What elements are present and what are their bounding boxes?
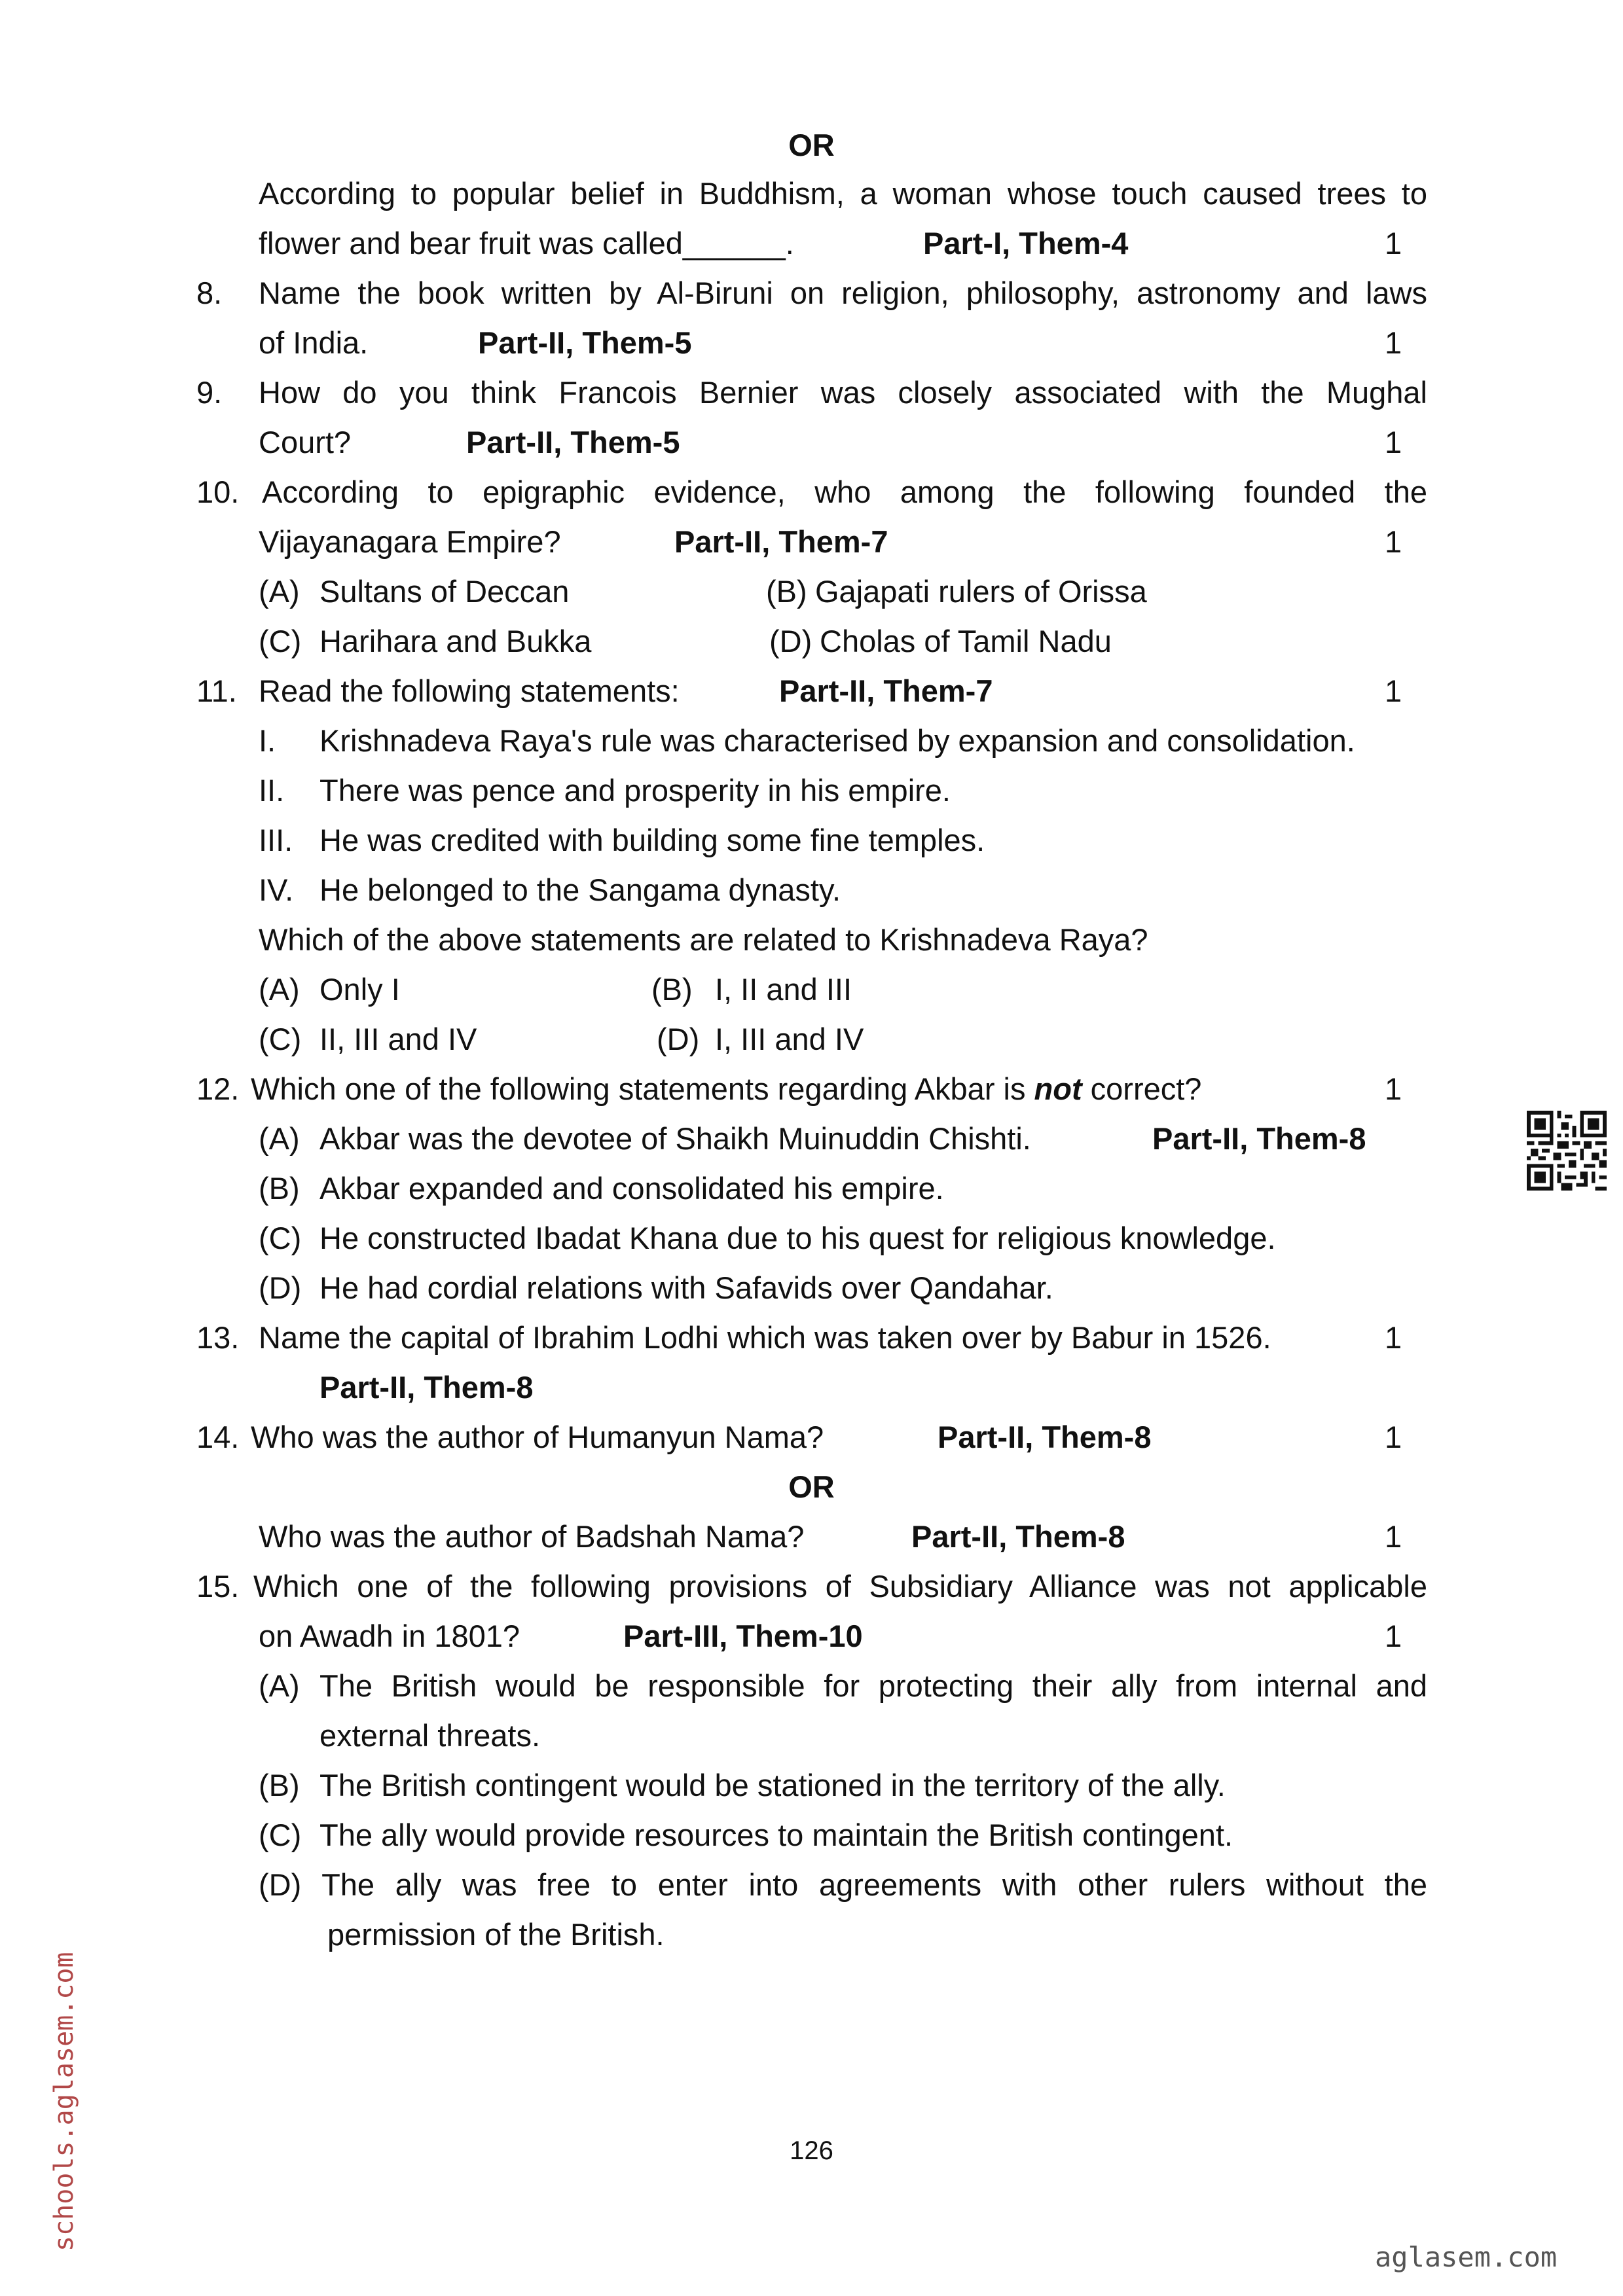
q10-option-text: Cholas of Tamil Nadu [820, 624, 1112, 658]
q8-number: 8. [196, 276, 223, 310]
q11-statement-text: There was pence and prosperity in his empire. [319, 773, 951, 808]
q11-statement-text: Krishnadeva Raya's rule was characterised by expansion and consolidation. [319, 723, 1355, 758]
q15-option-b-text: The British contingent would be stationed in the territory of the ally. [319, 1768, 1226, 1803]
q8-ref: Part-II, Them-5 [478, 325, 692, 360]
q7-or-line2: flower and bear fruit was called______. [259, 226, 794, 260]
q15-option-c-text: The ally would provide resources to maintain the British contingent. [319, 1818, 1233, 1852]
q15-option-d-line1: (D) The ally was free to enter into agreements with other rulers without the [259, 1867, 1427, 1902]
q14-or-marks: 1 [1385, 1519, 1402, 1554]
q11-option-text: I, II and III [715, 972, 852, 1007]
q7-or-ref: Part-I, Them-4 [923, 226, 1129, 260]
q12-option-text: Akbar expanded and consolidated his empire. [319, 1171, 944, 1206]
q14-number: 14. [196, 1420, 240, 1454]
q10-option-text: Harihara and Bukka [319, 624, 592, 658]
q11-statement-label: III. [259, 823, 293, 857]
side-watermark: schools.aglasem.com [49, 1952, 79, 2251]
q10-option-text: Sultans of Deccan [319, 574, 570, 609]
q11-option-text: Only I [319, 972, 400, 1007]
q15-option-label: (B) [259, 1768, 300, 1803]
q7-or-line1: According to popular belief in Buddhism, a woman whose touch caused trees to [259, 176, 1427, 211]
q10-option-label: (D) [769, 624, 812, 658]
q11-option-label: (B) [651, 972, 693, 1007]
q11-ref: Part-II, Them-7 [779, 673, 993, 708]
q10-option-label: (A) [259, 574, 300, 609]
q10-option-text: Gajapati rulers of Orissa [815, 574, 1147, 609]
q8-marks: 1 [1385, 325, 1402, 360]
q12-emphasis: not [1034, 1071, 1082, 1106]
q12-marks: 1 [1385, 1071, 1402, 1106]
q14-marks: 1 [1385, 1420, 1402, 1454]
q11-option-text: I, III and IV [715, 1022, 864, 1056]
q12-option-label: (A) [259, 1121, 300, 1156]
q14-line1: Who was the author of Humanyun Nama? [251, 1420, 824, 1454]
q12-option-text: He had cordial relations with Safavids over Qandahar. [319, 1270, 1053, 1305]
q12-option-text: Akbar was the devotee of Shaikh Muinuddin Chishti. [319, 1121, 1031, 1156]
q11-number: 11. [196, 673, 237, 708]
q13-ref: Part-II, Them-8 [319, 1370, 534, 1405]
q14-or-line: Who was the author of Badshah Nama? [259, 1519, 805, 1554]
q9-line1: How do you think Francois Bernier was closely associated with the Mughal [259, 375, 1427, 410]
or-label: OR [788, 1469, 835, 1504]
q15-marks: 1 [1385, 1619, 1402, 1653]
q14-or-ref: Part-II, Them-8 [911, 1519, 1125, 1554]
q12-ref: Part-II, Them-8 [1152, 1121, 1366, 1156]
q15-option-d-line2: permission of the British. [327, 1917, 665, 1952]
footer-watermark: aglasem.com [1375, 2241, 1558, 2273]
q15-option-a-line2: external threats. [319, 1718, 541, 1753]
q8-line1: Name the book written by Al-Biruni on religion, philosophy, astronomy and laws [259, 276, 1427, 310]
q12-option-label: (D) [259, 1270, 302, 1305]
q9-marks: 1 [1385, 425, 1402, 459]
or-label: OR [788, 128, 835, 162]
q12-question-pre: Which one of the following statements regarding Akbar is [251, 1071, 1034, 1106]
q12-number: 12. [196, 1071, 240, 1106]
q12-option-label: (C) [259, 1221, 302, 1255]
q10-option-label: (B) [766, 574, 807, 609]
q11-option-label: (C) [259, 1022, 302, 1056]
q11-statement-label: IV. [259, 872, 294, 907]
q11-statement-text: He was credited with building some fine temples. [319, 823, 985, 857]
q10-ref: Part-II, Them-7 [674, 524, 888, 559]
q15-number: 15. [196, 1569, 240, 1604]
q10-line2: Vijayanagara Empire? [259, 524, 561, 559]
q9-ref: Part-II, Them-5 [466, 425, 680, 459]
q12-option-text: He constructed Ibadat Khana due to his quest for religious knowledge. [319, 1221, 1276, 1255]
q9-line2: Court? [259, 425, 352, 459]
q15-option-a-line1: The British would be responsible for protecting their ally from internal and [319, 1668, 1427, 1703]
q15-ref: Part-III, Them-10 [623, 1619, 863, 1653]
q10-number: 10. [196, 475, 240, 509]
q15-line2: on Awadh in 1801? [259, 1619, 520, 1653]
q15-option-label: (C) [259, 1818, 302, 1852]
q12-question [251, 1069, 1201, 1109]
q13-marks: 1 [1385, 1320, 1402, 1355]
q8-line2: of India. [259, 325, 369, 360]
q14-ref: Part-II, Them-8 [938, 1420, 1152, 1454]
q11-statement-label: I. [259, 723, 276, 758]
q10-marks: 1 [1385, 524, 1402, 559]
q13-line1: Name the capital of Ibrahim Lodhi which was taken over by Babur in 1526. [259, 1320, 1271, 1355]
q12-question-post: correct? [1082, 1071, 1202, 1106]
q7-or-marks: 1 [1385, 226, 1402, 260]
qr-code[interactable] [1527, 1111, 1607, 1191]
q11-marks: 1 [1385, 673, 1402, 708]
q11-option-text: II, III and IV [319, 1022, 477, 1056]
q10-option-label: (C) [259, 624, 302, 658]
q12-option-label: (B) [259, 1171, 300, 1206]
q11-line1: Read the following statements: [259, 673, 680, 708]
q9-number: 9. [196, 375, 223, 410]
q11-question: Which of the above statements are related to Krishnadeva Raya? [259, 922, 1148, 957]
q15-option-label: (A) [259, 1668, 300, 1703]
q11-option-label: (D) [657, 1022, 700, 1056]
q13-number: 13. [196, 1320, 240, 1355]
page-number: 126 [790, 2136, 833, 2165]
q10-line1: According to epigraphic evidence, who among the following founded the [262, 475, 1427, 509]
q11-option-label: (A) [259, 972, 300, 1007]
q15-line1: Which one of the following provisions of Subsidiary Alliance was not applicable [253, 1569, 1427, 1604]
q11-statement-text: He belonged to the Sangama dynasty. [319, 872, 841, 907]
q11-statement-label: II. [259, 773, 285, 808]
